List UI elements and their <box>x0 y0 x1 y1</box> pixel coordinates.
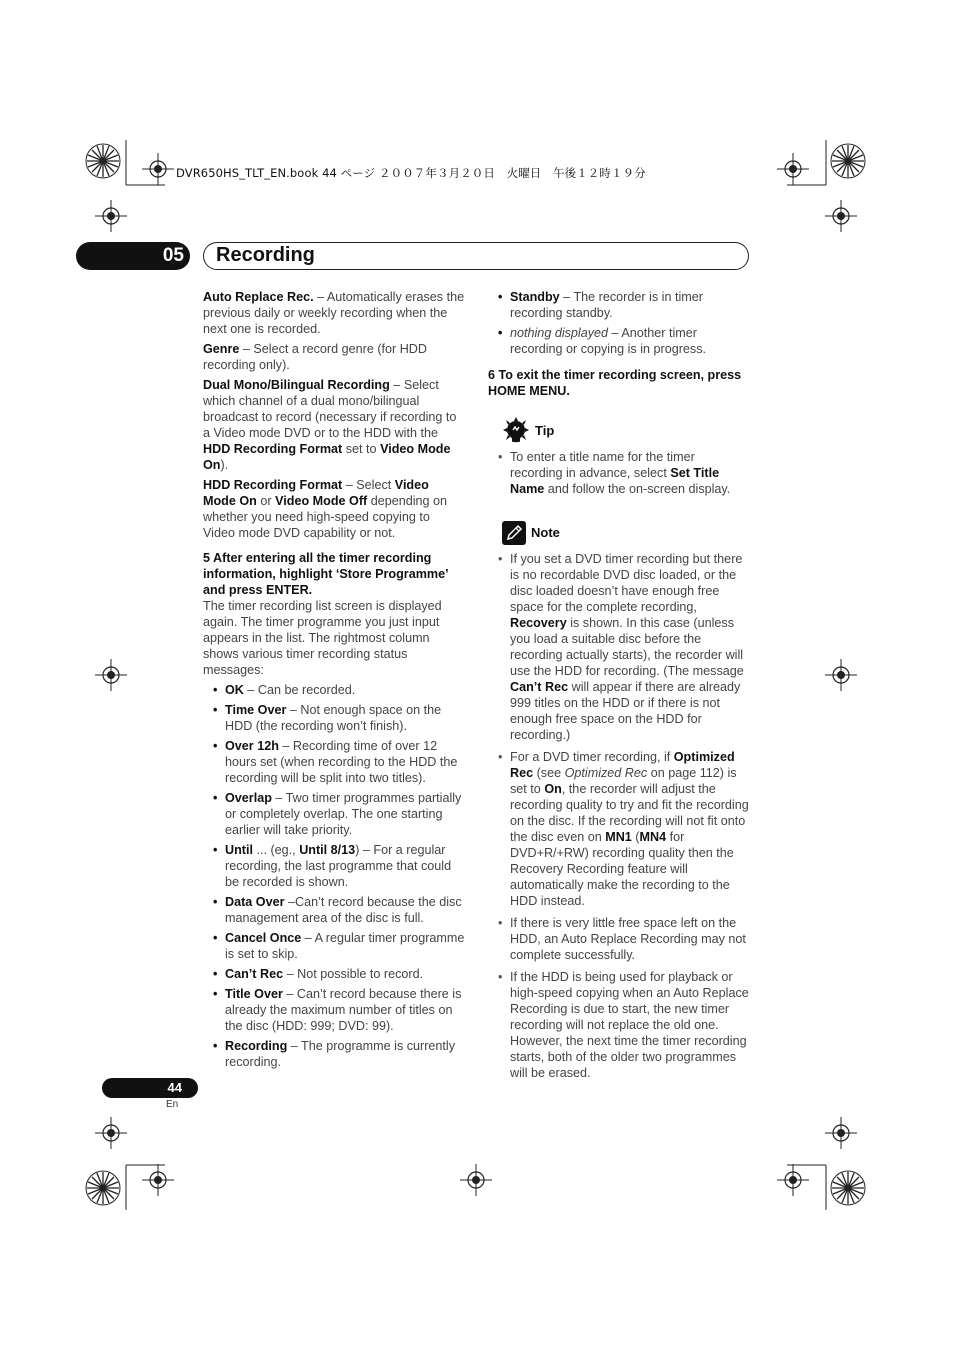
pencil-note-icon <box>502 521 526 545</box>
text: – Select which channel of a dual mono/bilingual broadcast to record (necessary if recording to a Video mode DVD or to the HDD with the <box>203 378 457 440</box>
note-header <box>502 519 750 547</box>
list-item <box>488 325 750 357</box>
list-item <box>488 749 750 909</box>
page-number: 44 <box>102 1078 198 1098</box>
text: ) – For a regular recording, the last programme that could be recorded is shown. <box>225 843 452 889</box>
text: If you set a DVD timer recording but there is no recordable DVD disc loaded, or the disc loaded doesn’t have enough free space for the complete recording, <box>510 552 743 614</box>
status-list-continued <box>488 289 750 357</box>
term: Over 12h <box>225 739 279 753</box>
term: Cancel Once <box>225 931 302 945</box>
text: or <box>256 494 276 508</box>
term: Overlap <box>225 791 272 805</box>
text: – The recorder is in timer recording standby. <box>510 290 703 320</box>
text: ( <box>631 830 640 844</box>
paragraph-genre <box>203 341 465 373</box>
text: – Can be recorded. <box>243 683 356 697</box>
text: – Not enough space on the HDD (the recording won’t finish). <box>225 703 442 733</box>
chapter-title-box <box>203 242 749 270</box>
list-item <box>203 1038 465 1070</box>
text: – Select <box>342 478 395 492</box>
paragraph-dual-mono <box>203 377 465 473</box>
term: MN4 <box>639 830 667 844</box>
list-item <box>203 738 465 786</box>
term: Recording <box>225 1039 288 1053</box>
print-file-header: DVR650HS_TLT_EN.book 44 ページ ２００７年３月２０日 火曜日 午後１２時１９分 <box>176 166 646 180</box>
chapter-number: 05 <box>76 242 190 270</box>
list-item <box>488 449 750 497</box>
status-list <box>203 682 465 1070</box>
text: – The programme is currently recording. <box>225 1039 456 1069</box>
text: – A regular timer programme is set to skip. <box>225 931 465 961</box>
list-item <box>203 790 465 838</box>
term-italic: Optimized Rec <box>564 766 648 780</box>
list-item <box>203 966 465 982</box>
text: for DVD+R/+RW) recording quality then the Recovery Recording feature will automatically make the recording to the HDD instead. <box>510 830 734 908</box>
note-label: Note <box>531 525 560 540</box>
term: Video Mode On <box>203 442 451 472</box>
note-list <box>488 551 750 1081</box>
term: Set Title Name <box>510 466 720 496</box>
left-column <box>203 289 465 1074</box>
list-item <box>488 551 750 743</box>
text: , the recorder will adjust the recording quality to try and fit the recording on the disc. If the recording will not fit onto the disc even on <box>510 782 749 844</box>
tip-header <box>502 417 750 445</box>
term: Data Over <box>225 895 285 909</box>
text: To enter a title name for the timer recording in advance, select <box>510 450 695 480</box>
term: Optimized Rec <box>510 750 735 780</box>
text: – Can’t record because there is already the maximum number of titles on the disc (HDD: 999; DVD: 99). <box>225 987 462 1033</box>
term: HDD Recording Format <box>203 442 343 456</box>
text: is shown. In this case (unless you load a suitable disc before the recording actually starts), the recorder will use the HDD for recording. (The message <box>510 616 744 678</box>
text: –Can’t record because the disc management area of the disc is full. <box>225 895 462 925</box>
text: – Recording time of over 12 hours set (when recording to the HDD the recording will be split into two titles). <box>225 739 458 785</box>
text: ... (eg., <box>252 843 300 857</box>
term: MN1 <box>605 830 632 844</box>
text: – Two timer programmes partially or completely overlap. The one starting earlier will take priority. <box>225 791 462 837</box>
term: Until <box>225 843 253 857</box>
term: Video Mode On <box>203 478 429 508</box>
text: (see <box>533 766 565 780</box>
text: set to <box>342 442 381 456</box>
right-column <box>488 289 750 1085</box>
term: Video Mode Off <box>275 494 368 508</box>
term-italic: nothing displayed <box>510 326 609 340</box>
text: depending on whether you need high-speed copying to Video mode DVD capability or not. <box>203 494 448 540</box>
term: On <box>544 782 562 796</box>
text: For a DVD timer recording, if <box>510 750 674 764</box>
term: Recovery <box>510 616 567 630</box>
term-genre: Genre <box>203 342 240 356</box>
term: Standby <box>510 290 560 304</box>
text: ). <box>220 458 229 472</box>
list-item: • If there is very little free space left on the HDD, an Auto Replace Recording may not complete successfully. <box>488 915 750 963</box>
list-item <box>203 702 465 734</box>
list-item <box>203 682 465 698</box>
lightbulb-icon <box>502 417 530 445</box>
list-item <box>203 842 465 890</box>
term: Can’t Rec <box>225 967 284 981</box>
list-item: • If the HDD is being used for playback or high-speed copying when an Auto Replace Recording is due to start, the new timer recording will not replace the old one. However, the next time the timer recording starts, both of the older two programmes will be erased. <box>488 969 750 1081</box>
list-item <box>203 986 465 1034</box>
term-hdd-format: HDD Recording Format <box>203 478 343 492</box>
text: – Automatically erases the previous daily or weekly recording when the next one is recorded. <box>203 290 465 336</box>
text: – Not possible to record. <box>283 967 424 981</box>
list-item <box>203 894 465 926</box>
text: – Another timer recording or copying is in progress. <box>510 326 706 356</box>
text: and follow the on-screen display. <box>544 482 731 496</box>
term: Until 8/13 <box>299 843 356 857</box>
text: – Select a record genre (for HDD recording only). <box>203 342 427 372</box>
term-dual-mono: Dual Mono/Bilingual Recording <box>203 378 390 392</box>
chapter-title: Recording <box>216 244 315 266</box>
step-6-heading: 6 To exit the timer recording screen, press HOME MENU. <box>488 368 742 398</box>
term: Can’t Rec <box>510 680 569 694</box>
paragraph-auto-replace <box>203 289 465 337</box>
term: Time Over <box>225 703 287 717</box>
term: OK <box>225 683 244 697</box>
term-auto-replace: Auto Replace Rec. <box>203 290 314 304</box>
list-item <box>203 930 465 962</box>
tip-list <box>488 449 750 497</box>
text: will appear if there are already 999 titles on the HDD or if there is not enough free space on the HDD for recording.) <box>510 680 741 742</box>
language-code: En <box>166 1099 179 1110</box>
paragraph-hdd-format <box>203 477 465 541</box>
term: Title Over <box>225 987 283 1001</box>
step-5-text: The timer recording list screen is displayed again. The timer programme you just input appears in the list. The rightmost column shows various timer recording status messages: <box>203 599 442 677</box>
tip-label: Tip <box>535 423 555 438</box>
text: on page 112) is set to <box>510 766 737 796</box>
list-item <box>488 289 750 321</box>
step-5-heading: 5 After entering all the timer recording information, highlight ‘Store Programme’ and press ENTER. <box>203 551 448 597</box>
